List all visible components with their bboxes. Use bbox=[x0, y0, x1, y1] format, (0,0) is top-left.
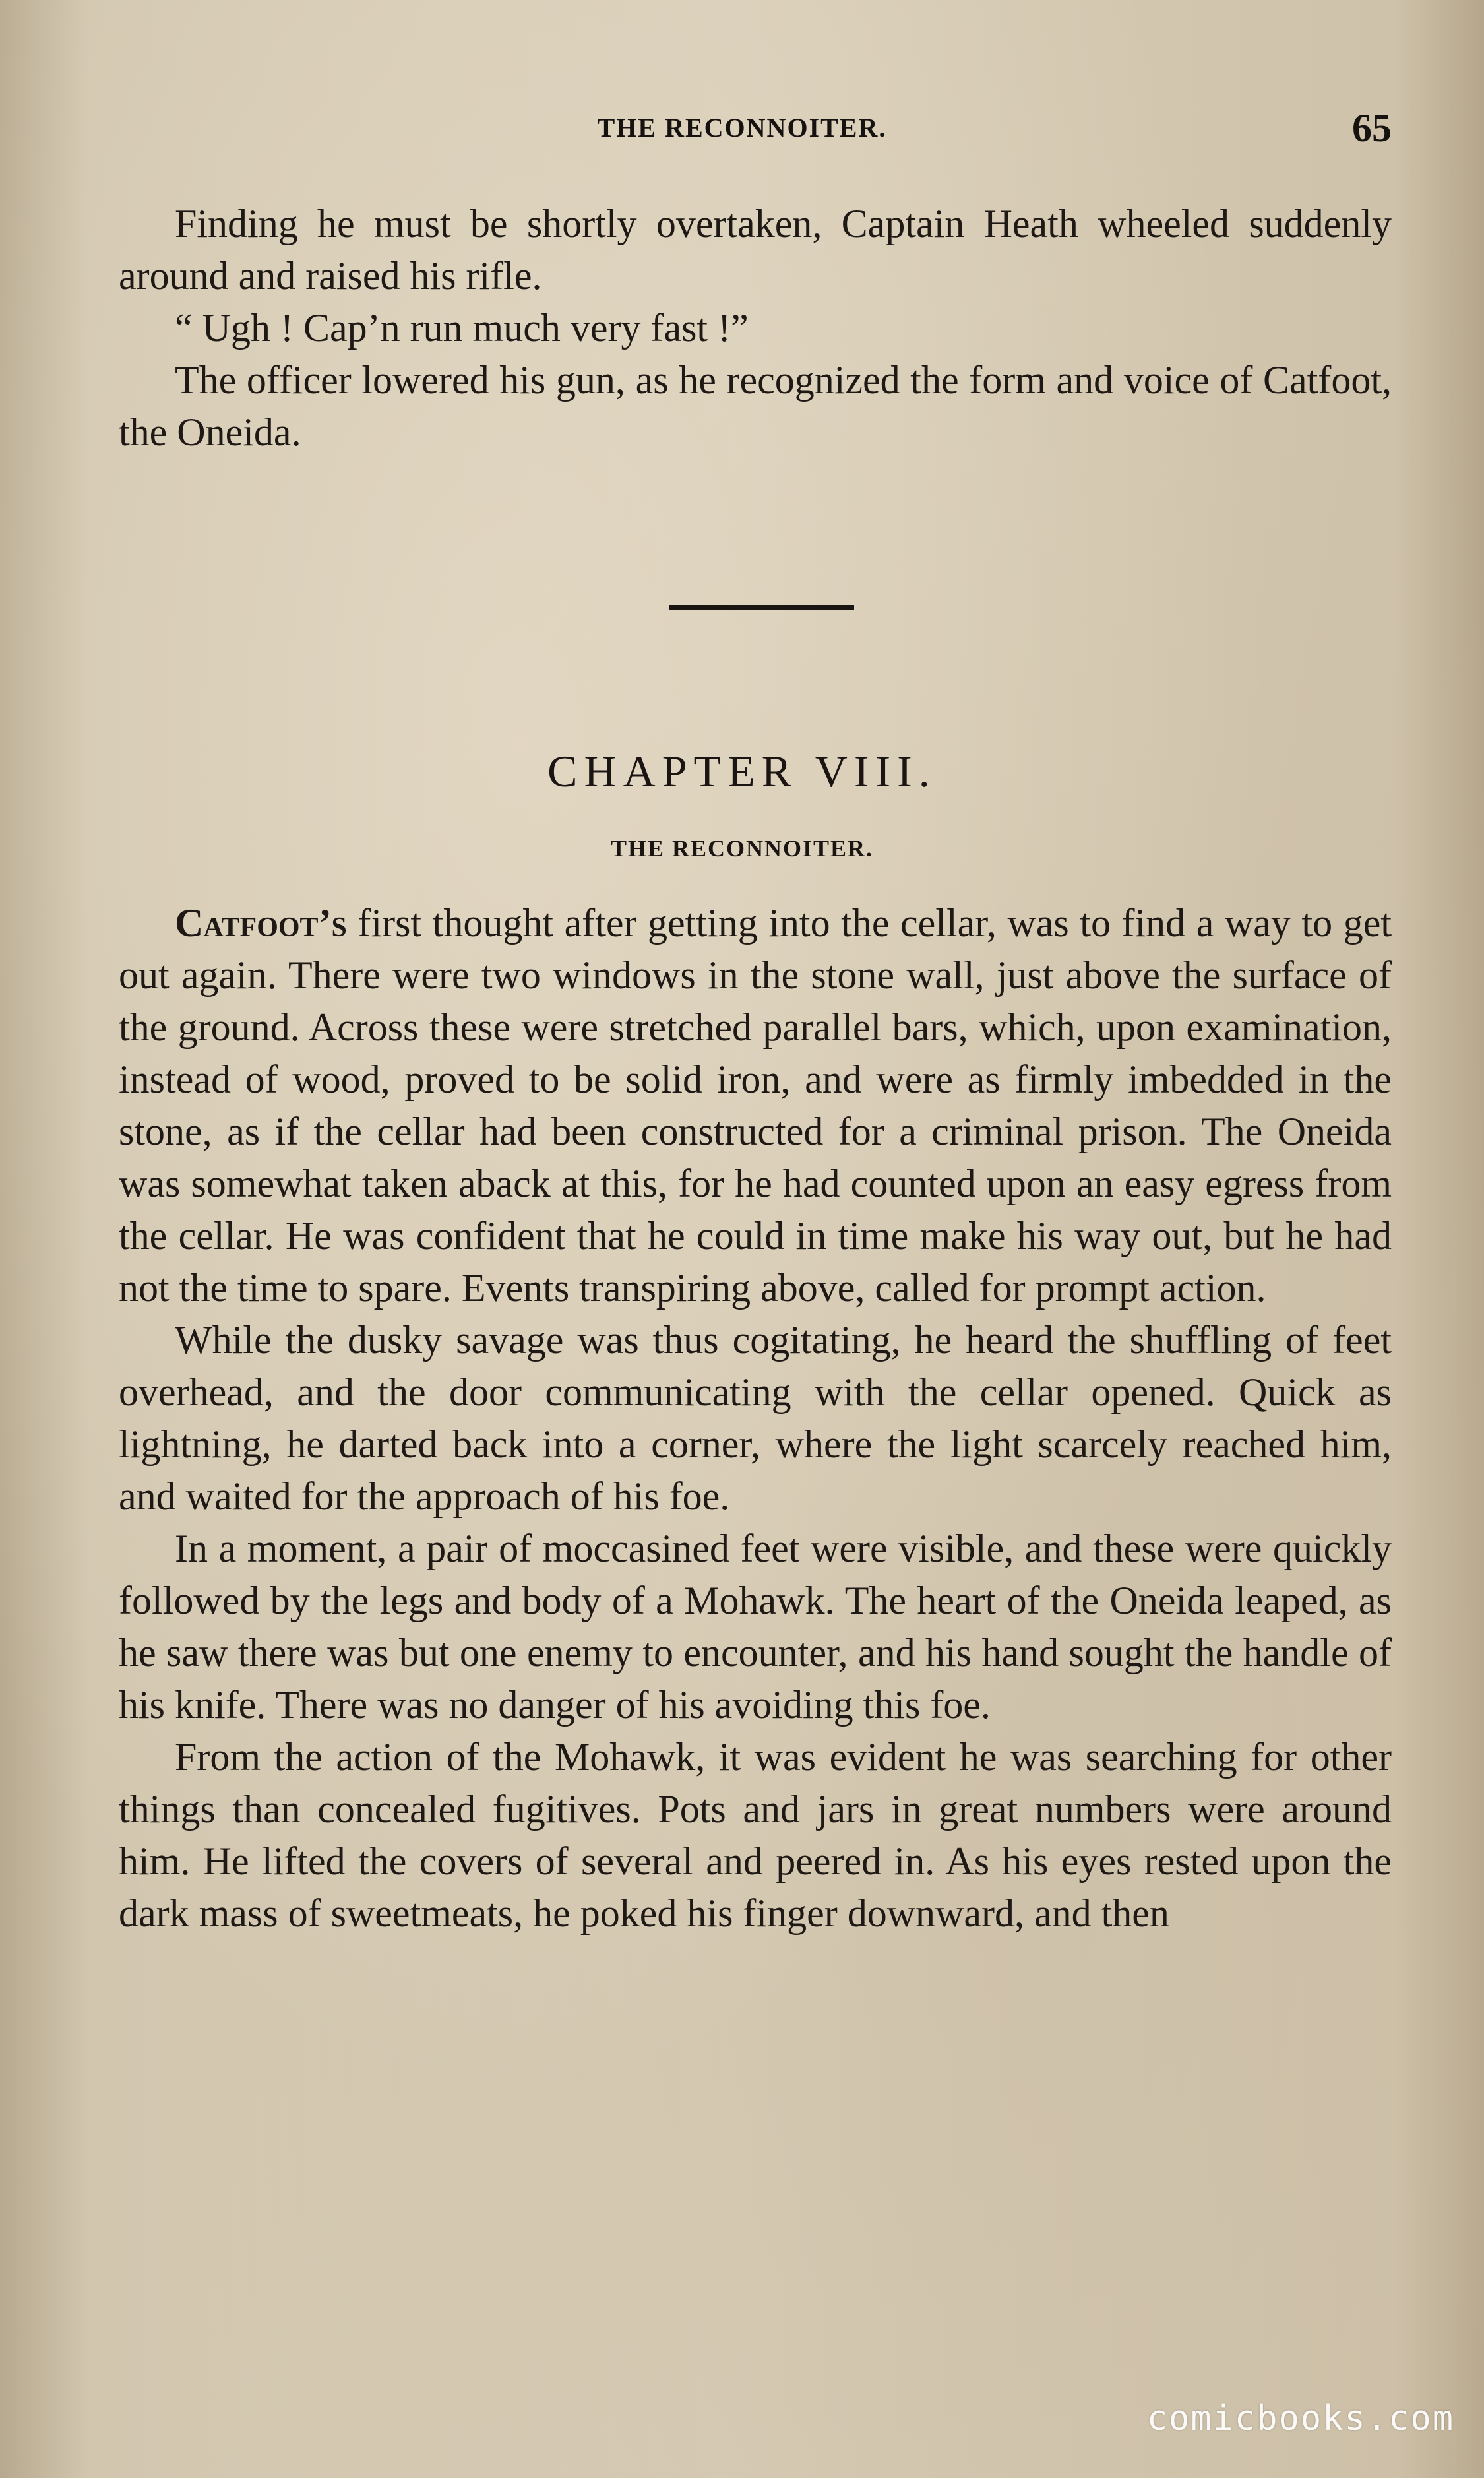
paragraph: From the action of the Mohawk, it was evident he was searching for other things than concealed fugitives. Pots and jars in great numbers were around him. He lifted the covers of several and peered in. As his eyes rested upon the dark mass of sweetmeats, he poked his finger downward, and then bbox=[119, 1735, 1392, 1935]
paragraph: While the dusky savage was thus cogitating, he heard the shuffling of feet overhead, and the door communicating with the cellar opened. Quick as lightning, he darted back into a corner, where the light scarcely reached him, and waited for the approach of his foe. bbox=[119, 1318, 1392, 1518]
paragraph bbox=[119, 897, 1392, 1314]
section-divider bbox=[669, 605, 854, 610]
paragraph: The officer lowered his gun, as he recognized the form and voice of Catfoot, the Oneida. bbox=[119, 358, 1392, 454]
page-number: 65 bbox=[1352, 106, 1392, 150]
running-head: THE RECONNOITER. bbox=[597, 113, 887, 143]
chapter-title: CHAPTER VIII. bbox=[547, 746, 937, 796]
paragraph-text: first thought after getting into the cellar, was to find a way to get out again. There were two windows in the stone wall, just above the surface of the ground. Across these were stretched parallel bars, which, upon examination, instead of wood, proved to be solid iron, and were as firmly imbedded in the stone, as if the cellar had been constructed for a criminal prison. The Oneida was somewhat taken aback at this, for he had counted upon an easy egress from the cellar. He was confident that he could in time make his way out, but he had not the time to spare. Events transpiring above, called for prompt action. bbox=[119, 901, 1392, 1310]
chapter-subtitle: THE RECONNOITER. bbox=[610, 835, 874, 862]
paragraph: Finding he must be shortly overtaken, Captain Heath wheeled suddenly around and raised his rifle. bbox=[119, 202, 1392, 298]
lead-word: Catfoot’s bbox=[175, 901, 347, 945]
paragraph: In a moment, a pair of moccasined feet were visible, and these were quickly followed by the legs and body of a Mohawk. The heart of the Oneida leaped, as he saw there was but one enemy to encounter, and his hand sought the handle of his knife. There was no danger of his avoiding this foe. bbox=[119, 1527, 1392, 1727]
site-watermark: comicbooks.com bbox=[1146, 2399, 1454, 2438]
top-text-block bbox=[119, 198, 1392, 459]
paragraph: “ Ugh ! Cap’n run much very fast !” bbox=[175, 306, 749, 350]
chapter-text-block bbox=[119, 897, 1392, 1940]
